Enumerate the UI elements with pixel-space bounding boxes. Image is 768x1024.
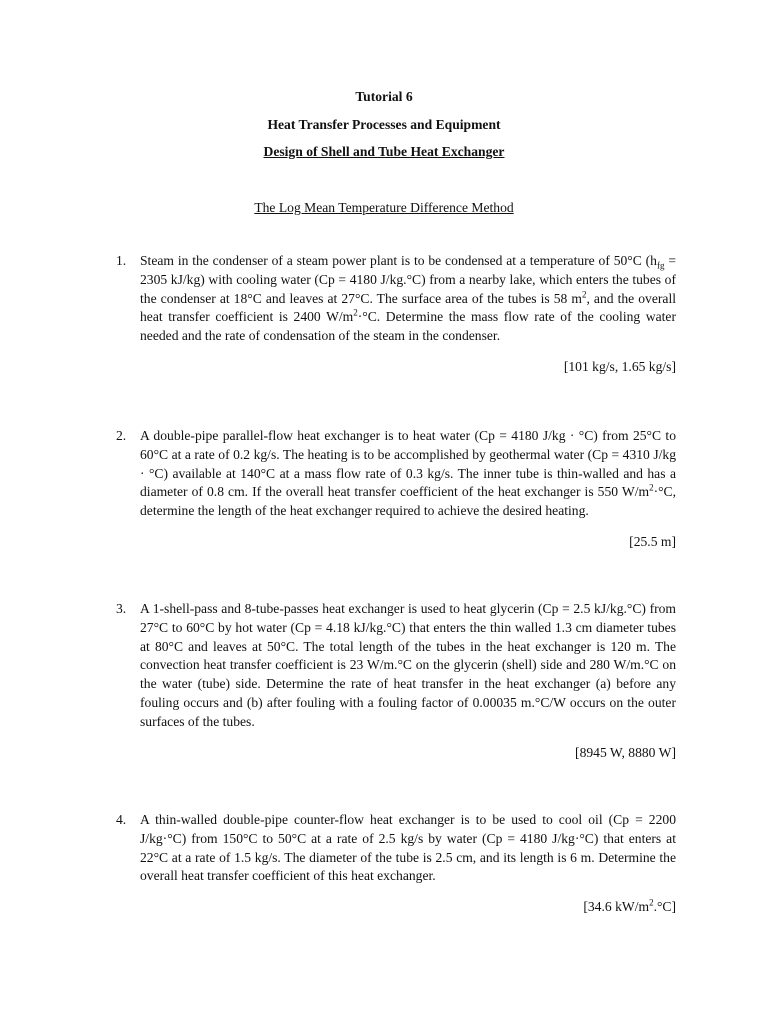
question-number: 1. (116, 253, 127, 268)
tutorial-title: Tutorial 6 (355, 89, 413, 104)
question-2 (116, 427, 676, 552)
question-number: 3. (116, 601, 127, 616)
question-text: A thin-walled double-pipe counter-flow heat exchanger is to be used to cool oil (Cp = 2200 J/kg·°C) from 150°C to 50°C at a rate of 2.5 kg/s by water (Cp = 4180 J/kg·°C) that enters at 22°C at a rate of 1.5 kg/s. The diameter of the tube is 2.5 cm, and its length is 6 m. Determine the overall heat transfer coefficient of this heat exchanger. (140, 812, 676, 884)
question-text: A double-pipe parallel-flow heat exchanger is to heat water (Cp = 4180 J/kg · °C) from 25°C to 60°C at a rate of 0.2 kg/s. The heating is to be accomplished by geothermal water (Cp = 4310 J/kg · °C) available at 140°C at a mass flow rate of 0.3 kg/s. The inner tube is thin-walled and has a diameter of 0.8 cm. If the overall heat transfer coefficient of the heat exchanger is 550 $W/m^2\cdot^\circ C$, determine the length of the heat exchanger required to achieve the desired heating. (140, 428, 676, 519)
course-title: Heat Transfer Processes and Equipment (267, 117, 501, 132)
question-text: Steam in the condenser of a steam power plant is to be condensed at a temperature of 50°C ($h_{fg} = 2305$ kJ/kg) with cooling water (Cp = 4180 J/kg.°C) from a nearby lake, which enters the tubes of the condenser at 18°C and leaves at 27°C. The surface area of the tubes is 58 $m^2$, and the overall heat transfer coefficient is 2400 $W/m^2\cdot^\circ C$. Determine the mass flow rate of the cooling water needed and the rate of condensation of the steam in the condenser. (140, 253, 676, 344)
question-number: 2. (116, 428, 127, 443)
question-3 (116, 600, 676, 762)
method-title: The Log Mean Temperature Difference Method (254, 200, 514, 215)
question-4 (116, 811, 676, 917)
question-answer: [101 kg/s, 1.65 kg/s] (563, 358, 676, 374)
question-1 (116, 252, 676, 377)
question-answer: [8945 W, 8880 W] (575, 744, 676, 760)
question-number: 4. (116, 812, 127, 827)
question-answer: [34.6 $kW/m^2.^\circ C$] (583, 897, 676, 915)
question-answer: [25.5 m] (629, 533, 676, 549)
topic-title: Design of Shell and Tube Heat Exchanger (263, 144, 505, 159)
question-text: A 1-shell-pass and 8-tube-passes heat exchanger is used to heat glycerin (Cp = 2.5 kJ/kg.°C) from 27°C to 60°C by hot water (Cp = 4.18 kJ/kg.°C) that enters the thin walled 1.3 cm diameter tubes at 80°C and leaves at 50°C. The total length of the tubes in the heat exchanger is 120 m. The convection heat transfer coefficient is 23 W/m.°C on the glycerin (shell) side and 280 W/m.°C on the water (tube) side. Determine the rate of heat transfer in the heat exchanger (a) before any fouling occurs and (b) after fouling with a fouling factor of 0.00035 m.°C/W occurs on the outer surfaces of the tubes. (140, 601, 676, 729)
